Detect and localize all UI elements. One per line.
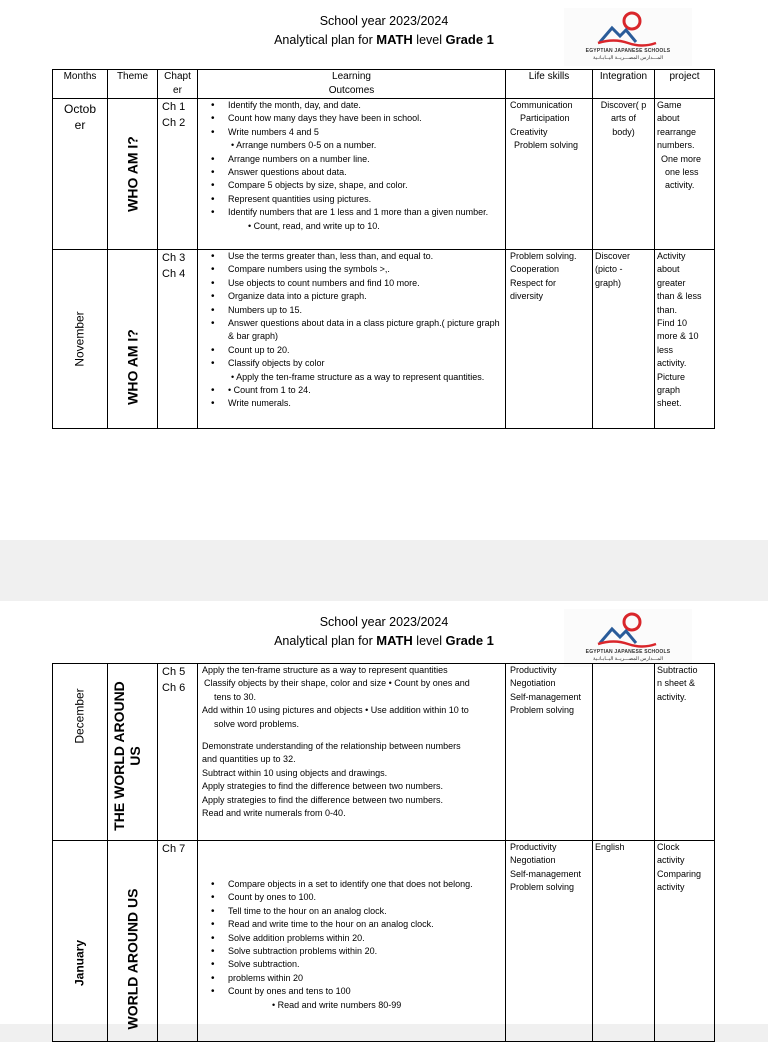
list-item: • Read and write time to the hour on an analog clock.	[228, 918, 503, 931]
school-logo	[564, 609, 692, 667]
outcomes-cell-january	[198, 841, 506, 1042]
subject-name: MATH	[376, 633, 413, 648]
list-item: • Identify the month, day, and date.	[228, 99, 503, 112]
list-item: • Represent quantities using pictures.	[228, 193, 503, 206]
outcomes-cell-october	[198, 99, 506, 250]
logo-english-text: EGYPTIAN JAPANESE SCHOOLS	[585, 48, 671, 54]
list-item: • Count up to 20.	[228, 344, 503, 357]
list-item: • Arrange numbers 0-5 on a number.	[231, 140, 377, 151]
month-cell-november: November	[53, 250, 108, 429]
list-item: • Compare 5 objects by size, shape, and color.	[228, 179, 503, 192]
list-item: • Count, read, and write up to 10.	[248, 220, 380, 231]
logo-mark-icon	[564, 8, 692, 50]
header-project: project	[655, 70, 715, 99]
plan-title: Analytical plan for MATH level Grade 1	[274, 32, 494, 47]
life-skills-cell-november: Problem solving. Cooperation Respect for diversity	[506, 250, 593, 429]
list-item: • • Count from 1 to 24.	[228, 384, 503, 397]
grade-name: Grade 1	[445, 32, 494, 47]
header-integration: Integration	[593, 70, 655, 99]
list-item: • Classify objects by color	[228, 357, 503, 370]
header-theme: Theme	[108, 70, 158, 99]
logo-mark-icon	[564, 609, 692, 651]
school-year-title: School year 2023/2024	[319, 14, 449, 28]
integration-cell-january: English	[593, 841, 655, 1042]
school-year-title: School year 2023/2024	[319, 615, 449, 629]
header-learning-outcomes: Learning Outcomes	[198, 70, 506, 99]
theme-label: THE WORLD AROUND US	[110, 680, 143, 831]
theme-cell-october	[108, 99, 158, 250]
logo-arabic-text: المـــدارس المصـــريــة اليــابـانـية	[592, 656, 664, 662]
table-row-january	[53, 841, 715, 1042]
theme-cell-december	[108, 664, 158, 841]
list-item: • Answer questions about data in a class picture graph.( picture graph & bar graph)	[228, 317, 503, 344]
theme-cell-november	[108, 250, 158, 429]
life-skills-cell-december: Productivity Negotiation Self-management Problem solving	[506, 664, 593, 841]
outcomes-cell-november	[198, 250, 506, 429]
plan-table-2	[52, 663, 715, 1042]
chapter-cell-october: Ch 1 Ch 2	[158, 99, 198, 250]
list-item: • Solve addition problems within 20.	[228, 932, 503, 945]
grade-name: Grade 1	[445, 633, 494, 648]
table-row-october	[53, 99, 715, 250]
list-item: • Count by ones and tens to 100	[228, 985, 503, 998]
plan-table-1	[52, 69, 715, 429]
list-item: • Write numerals.	[228, 397, 503, 410]
header-life-skills: Life skills	[506, 70, 593, 99]
table-row-december	[53, 664, 715, 841]
logo-english-text: EGYPTIAN JAPANESE SCHOOLS	[585, 649, 671, 655]
theme-label: WORLD AROUND US	[123, 888, 140, 1030]
list-item: • Count by ones to 100.	[228, 891, 503, 904]
project-cell-december: Subtractio n sheet & activity.	[655, 664, 715, 841]
list-item: • Write numbers 4 and 5	[228, 126, 503, 139]
chapter-cell-january: Ch 7	[158, 841, 198, 1042]
project-cell-january: Clock activity Comparing activity	[655, 841, 715, 1042]
outcomes-cell-december: Apply the ten-frame structure as a way to represent quantities Classify objects by their shape, color and size • Count by ones and tens to 30. Add within 10 using pictures and objects • Use addition within 10 to solve word problems. Demonstrate understanding of the relationship between numbers and quantities up to 32. Subtract within 10 using objects and drawings. Apply strategies to find the difference between two numbers. Apply strategies to find the difference between two numbers. Read and write numerals from 0-40.	[198, 664, 506, 841]
chapter-cell-december: Ch 5 Ch 6	[158, 664, 198, 841]
list-item: • Identify numbers that are 1 less and 1 more than a given number.	[228, 206, 503, 219]
school-logo	[564, 8, 692, 66]
table-header-row	[53, 70, 715, 99]
table-row-november	[53, 250, 715, 429]
list-item: • Tell time to the hour on an analog clock.	[228, 905, 503, 918]
list-item: • Read and write numbers 80-99	[272, 999, 402, 1010]
logo-arabic-text: المـــدارس المصـــريــة اليــابـانـية	[592, 55, 664, 61]
header-chapter: Chapt er	[158, 70, 198, 99]
plan-title: Analytical plan for MATH level Grade 1	[274, 633, 494, 648]
project-cell-november: Activity about greater than & less than. Find 10 more & 10 less activity. Picture graph sheet.	[655, 250, 715, 429]
list-item: • Solve subtraction.	[228, 958, 503, 971]
list-item: • Apply the ten-frame structure as a way to represent quantities.	[231, 371, 485, 382]
theme-label: WHO AM I?	[123, 329, 140, 406]
list-item: • Compare numbers using the symbols >,.	[228, 263, 503, 276]
header-months: Months	[53, 70, 108, 99]
project-cell-october: Game about rearrange numbers. One more one less activity.	[655, 99, 715, 250]
month-cell-january: January	[53, 841, 108, 1042]
life-skills-cell-october: Communication Participation Creativity Problem solving	[506, 99, 593, 250]
list-item: • problems within 20	[228, 972, 503, 985]
integration-cell-november: Discover (picto - graph)	[593, 250, 655, 429]
integration-cell-december	[593, 664, 655, 841]
document-page-2	[0, 601, 768, 1030]
chapter-cell-november: Ch 3 Ch 4	[158, 250, 198, 429]
theme-cell-january	[108, 841, 158, 1042]
list-item: • Use the terms greater than, less than, and equal to.	[228, 250, 503, 263]
month-cell-october: Octob er	[53, 99, 108, 250]
subject-name: MATH	[376, 32, 413, 47]
list-item: • Arrange numbers on a number line.	[228, 153, 503, 166]
list-item: • Count how many days they have been in school.	[228, 112, 503, 125]
list-item: • Compare objects in a set to identify one that does not belong.	[228, 878, 503, 891]
theme-label: WHO AM I?	[123, 136, 140, 212]
list-item: • Use objects to count numbers and find 10 more.	[228, 277, 503, 290]
month-cell-december: December	[53, 664, 108, 841]
list-item: • Solve subtraction problems within 20.	[228, 945, 503, 958]
list-item: • Answer questions about data.	[228, 166, 503, 179]
list-item: • Numbers up to 15.	[228, 304, 503, 317]
life-skills-cell-january: Productivity Negotiation Self-management Problem solving	[506, 841, 593, 1042]
integration-cell-october: Discover( p arts of body)	[593, 99, 655, 250]
list-item: • Organize data into a picture graph.	[228, 290, 503, 303]
